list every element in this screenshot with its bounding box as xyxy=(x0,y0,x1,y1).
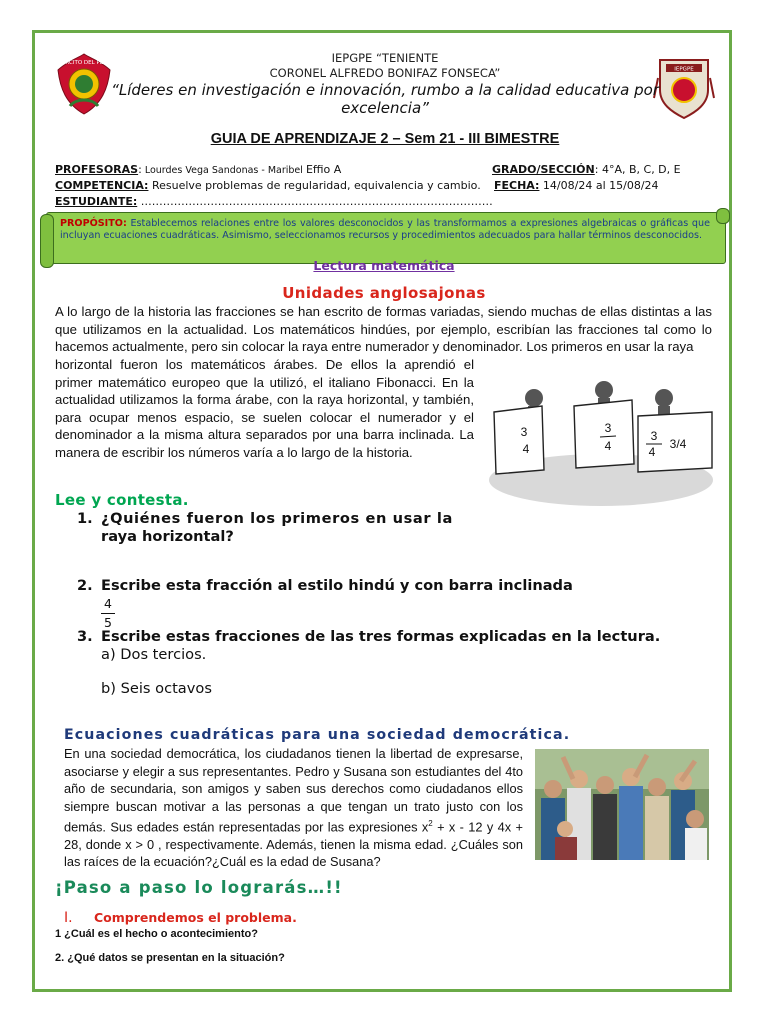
question-1-number: 1. xyxy=(77,510,93,527)
question-3-text: Escribe estas fracciones de las tres formas explicadas en la lectura. xyxy=(101,628,661,645)
question-2-number: 2. xyxy=(77,577,93,594)
guide-title: GUIA DE APRENDIZAJE 2 – Sem 21 - III BIMESTRE xyxy=(210,131,560,147)
section-label: Comprendemos el problema. xyxy=(94,910,297,925)
question-1 xyxy=(77,510,473,546)
logo-right-text: IEPGPE xyxy=(674,66,694,73)
school-name-line1: IEPGPE “TENIENTE xyxy=(331,51,439,65)
question-2-text: Escribe esta fracción al estilo hindú y con barra inclinada xyxy=(101,577,573,594)
ecuaciones-title: Ecuaciones cuadráticas para una sociedad democrática. xyxy=(64,727,571,743)
fraction-sign-2-den: 4 xyxy=(604,439,612,453)
profesoras-row: PROFESORAS: Lourdes Vega Sandonas - Maribel Effio A xyxy=(55,163,342,176)
fraction-four-fifths xyxy=(101,596,115,631)
proposito-text xyxy=(60,218,710,242)
lee-y-contesta-heading: Lee y contesta. xyxy=(55,491,189,509)
competencia-row xyxy=(55,178,481,194)
fraction-sign-3-den: 4 xyxy=(648,445,656,459)
lectura-title: Lectura matemática xyxy=(313,258,455,273)
ecuaciones-text-2: + x - 12 y 4x + 28, donde x > 0 , respectivamente. Además, tienen la misma edad. ¿Cuáles son las raíces de la ecuación?¿Cuál es la edad de Susana? xyxy=(64,819,523,870)
paso-question-1: 1 ¿Cuál es el hecho o acontecimiento? xyxy=(55,928,258,940)
fraction-sign-3-num: 3 xyxy=(650,429,658,443)
reading-paragraph-1: A lo largo de la historia las fracciones se han escrito de formas variadas, siendo muchas de ellas distintas a las que utilizamos en la actualidad. Los matemáticos hindúes, por ejemplo, escribían las fracciones tal como lo hacemos actualmente, pero sin colocar la raya entre numerador y denominador. Los primeros en usar la raya xyxy=(55,304,712,354)
estudiante-label: ESTUDIANTE: xyxy=(55,195,138,208)
scroll-curl-right xyxy=(716,208,730,224)
fraction-sign-1-den: 4 xyxy=(522,442,530,456)
fraction-sign-2-num: 3 xyxy=(604,421,612,435)
proposito-label: PROPÓSITO: xyxy=(60,218,127,229)
question-3-number: 3. xyxy=(77,628,93,645)
question-1-line1: ¿Quiénes fueron los primeros en usar la xyxy=(101,510,453,527)
fecha-label: FECHA: xyxy=(494,179,540,192)
comprendemos-heading xyxy=(64,910,297,926)
logo-left-text: EJÉRCITO DEL PERÚ xyxy=(56,60,112,66)
estudiante-row xyxy=(55,194,493,210)
profesoras-value: Lourdes Vega Sandonas - Maribel xyxy=(141,165,306,176)
fecha-value: 14/08/24 al 15/08/24 xyxy=(539,179,659,192)
question-3 xyxy=(77,628,660,646)
competencia-label: COMPETENCIA: xyxy=(55,179,149,192)
question-2 xyxy=(77,577,573,595)
reading-paragraph-2: horizontal fueron los matemáticos árabes. De ellos la aprendió el primer matemático europeo que la utilizó, el italiano Fibonacci. En la actualidad utilizamos la forma árabe, con la raya horizontal, y también, para ocupar menos espacio, se suelen colocar el numerador y el denominador a la misma altura separados por una barra inclinada. La manera de escribir los números varía a lo largo de la historia. xyxy=(55,357,474,460)
paso-question-2: 2. ¿Qué datos se presentan en la situación? xyxy=(55,952,285,964)
fecha-row xyxy=(494,178,659,194)
fraction-numerator: 4 xyxy=(104,596,112,611)
fraction-denominator: 5 xyxy=(104,615,112,630)
grado-label: GRADO/SECCIÓN xyxy=(492,163,595,176)
exponent: 2 xyxy=(428,819,433,828)
motto-line1: “Líderes en investigación e innovación, rumbo a la calidad educativa por xyxy=(111,81,659,99)
ecuaciones-paragraph xyxy=(64,745,523,871)
grado-row xyxy=(492,162,681,178)
section-roman-numeral: I. xyxy=(64,910,73,926)
question-3b: b) Seis octavos xyxy=(101,680,212,697)
fraction-bar xyxy=(101,613,115,614)
school-name-line2: CORONEL ALFREDO BONIFAZ FONSECA” xyxy=(269,66,501,80)
estudiante-value: …………………………………………………………………………………… xyxy=(137,195,493,208)
ecuaciones-text-1: En una sociedad democrática, los ciudadanos tienen la libertad de expresarse, asociarse y elegir a sus representantes. Pedro y Susana son estudiantes del 4to año de secundaria, son amigos y saben sus derechos como ciudadanos ellos siempre buscan motivar a las personas a que tengan un trato justo con los demás. Sus edades están representadas por las expresiones x xyxy=(64,746,523,835)
fractions-illustration xyxy=(486,368,716,508)
fraction-sign-3-slash: 3/4 xyxy=(669,437,687,451)
fraction-sign-1-num: 3 xyxy=(520,425,528,439)
motto-line2: excelencia” xyxy=(341,99,429,117)
profesoras-value-2: Effio A xyxy=(305,163,342,176)
reading-title: Unidades anglosajonas xyxy=(282,284,486,302)
competencia-value: Resuelve problemas de regularidad, equivalencia y cambio. xyxy=(148,179,481,192)
students-photo xyxy=(535,749,709,860)
profesoras-label: PROFESORAS xyxy=(55,163,139,176)
paso-a-paso-heading: ¡Paso a paso lo lograrás…!! xyxy=(55,878,343,897)
grado-value: : 4°A, B, C, D, E xyxy=(594,163,681,176)
question-1-line2: raya horizontal? xyxy=(101,528,234,545)
question-3a: a) Dos tercios. xyxy=(101,646,207,663)
proposito-body: Establecemos relaciones entre los valores desconocidos y las transformamos a expresiones algebraicas o gráficas que incluyan ecuaciones cuadráticas. Asimismo, seleccionamos recursos y procedimientos adecuados para hallar términos desconocidos. xyxy=(60,218,710,241)
